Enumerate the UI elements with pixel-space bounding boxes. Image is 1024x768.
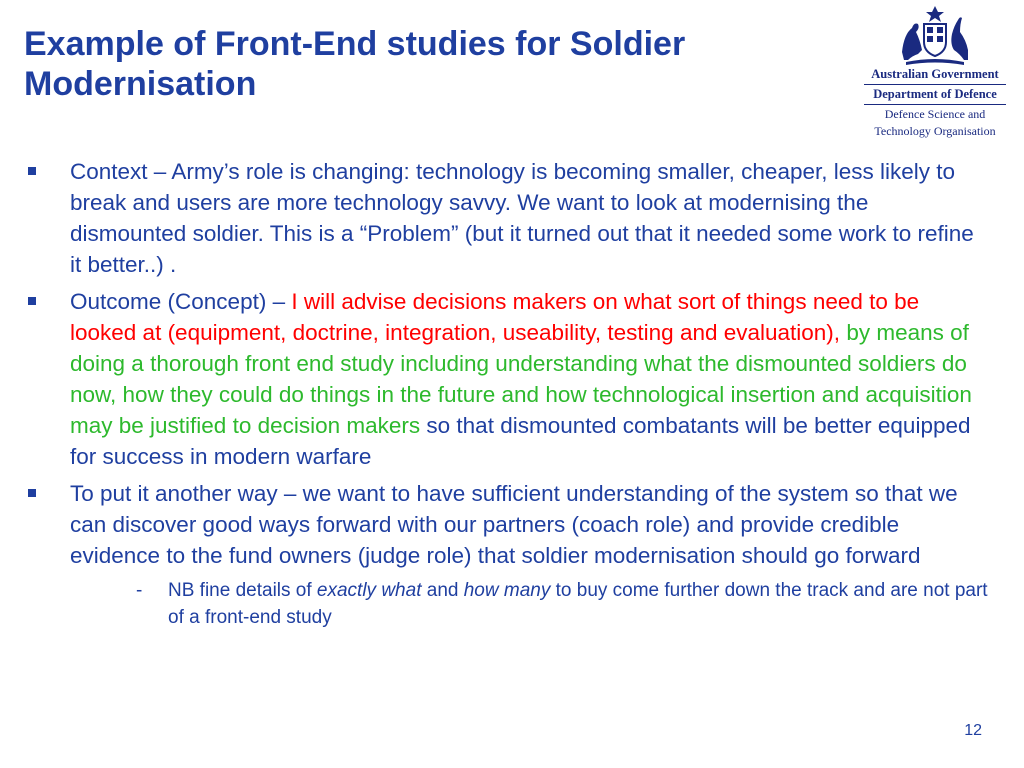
logo-line-1: Australian Government: [871, 67, 999, 81]
sub-text: and: [421, 580, 464, 601]
slide-body: [28, 156, 988, 631]
sub-text-italic: how many: [463, 580, 551, 601]
logo-line-3: Defence Science and: [884, 107, 986, 121]
bullet-square-icon: [28, 489, 36, 497]
bullet-text-part: Outcome (Concept) –: [70, 289, 292, 314]
sub-bullet-note: [136, 577, 988, 631]
slide-title: [24, 24, 844, 104]
coat-of-arms-icon: [898, 4, 972, 66]
bullet-square-icon: [28, 167, 36, 175]
title-line-1: Example of Front-End studies for Soldier: [24, 25, 686, 63]
bullet-another-way: [28, 478, 988, 571]
sub-text: to buy come further down the track and are not part of a front-end study: [168, 580, 988, 628]
bullet-text-part: so that dismounted combatants will be better equipped for success in modern warfare: [70, 413, 971, 469]
page-number: 12: [964, 722, 982, 739]
sub-text-italic: exactly what: [316, 580, 422, 601]
bullet-outcome: [28, 286, 988, 472]
bullet-text: To put it another way – we want to have sufficient understanding of the system so that we can discover good ways forward with our partners (coach role) and provide credible evidence to the fund owners (judge role) that soldier modernisation should go forward: [70, 481, 958, 568]
logo-line-2: Department of Defence: [873, 87, 997, 101]
logo-divider: [864, 84, 1006, 85]
sub-text: NB fine details of: [168, 580, 317, 601]
bullet-context: [28, 156, 988, 280]
bullet-text: Context – Army’s role is changing: technology is becoming smaller, cheaper, less likely to break and users are more technology savvy. We want to look at modernising the dismounted soldier. This is a “Problem” (but it turned out that it needed some work to refine it better..) .: [70, 159, 974, 277]
logo-divider: [864, 104, 1006, 105]
title-line-2: Modernisation: [24, 65, 257, 103]
logo-line-4: Technology Organisation: [874, 124, 996, 138]
bullet-text-green: by means of doing a thorough front end study including understanding what the dismounted soldiers do now, how they could do things in the future and how technological insertion and acquisition may be justified to decision makers: [70, 320, 972, 438]
bullet-square-icon: [28, 297, 36, 305]
sub-bullet-dash: -: [136, 580, 143, 601]
bullet-text-red: I will advise decisions makers on what sort of things need to be looked at (equipment, doctrine, integration, useability, testing and evaluation),: [70, 289, 920, 345]
department-logo: [858, 66, 1012, 140]
